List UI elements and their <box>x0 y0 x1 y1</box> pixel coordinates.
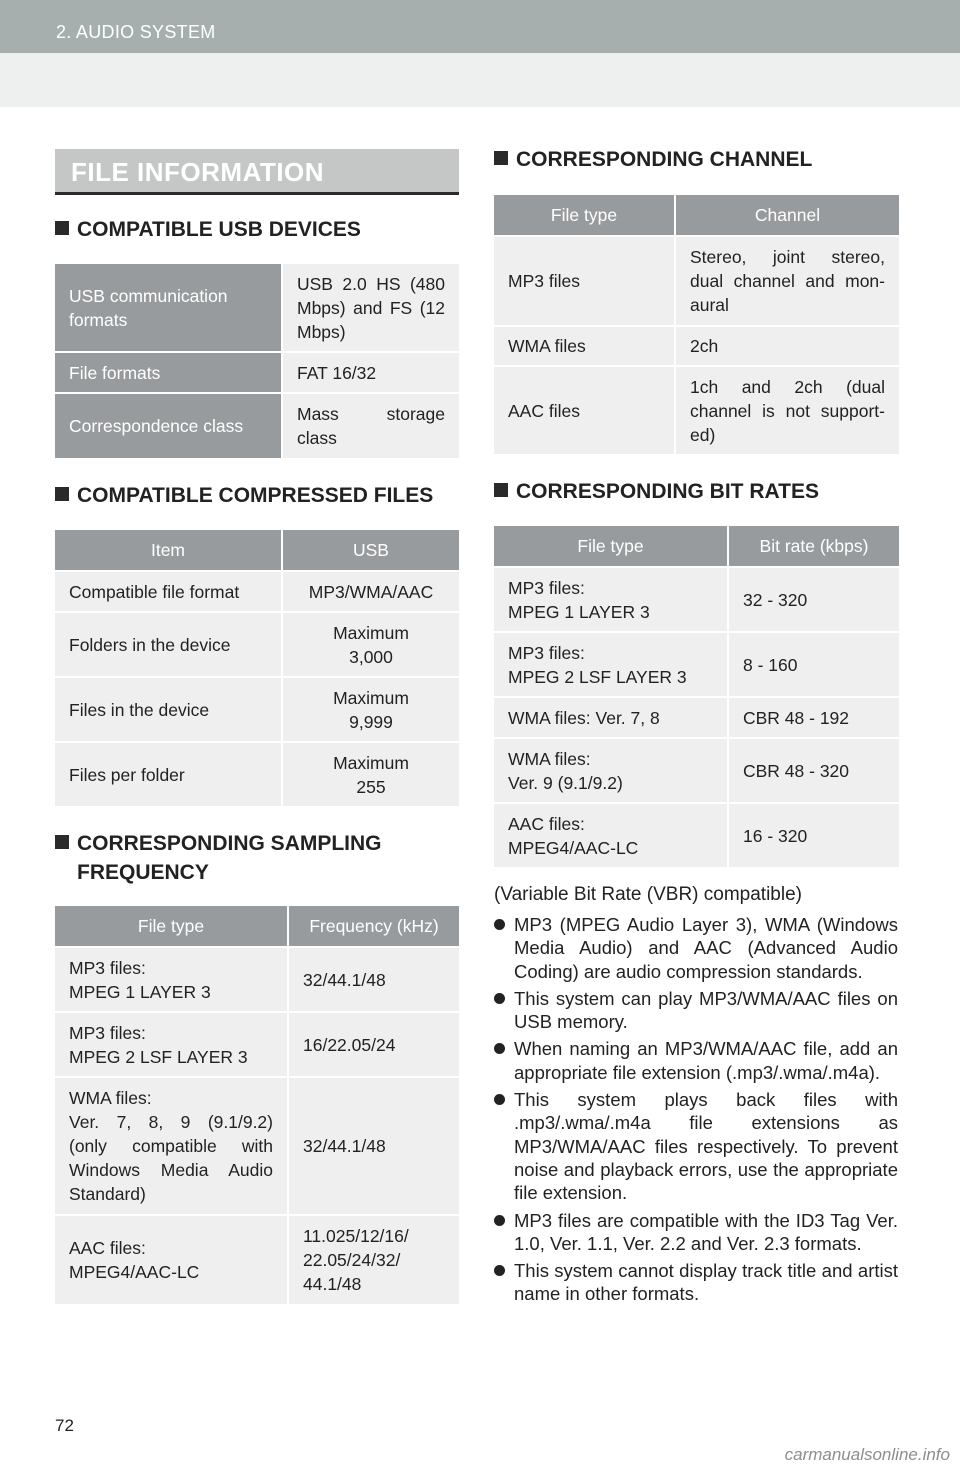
list-item: This system plays back files with .mp3/.wma/.m4a file extensions as MP3/WMA/AAC files respectively. To prevent noise and playback errors, use the appropriate file extension. <box>494 1088 898 1204</box>
list-item: This system cannot display track title and artist name in other formats. <box>494 1259 898 1306</box>
sampling-frequency-table <box>55 904 459 1306</box>
table-row <box>55 743 459 806</box>
bullet-dot-icon <box>494 1094 505 1105</box>
column-header: Channel <box>674 195 899 235</box>
watermark: carmanualsonline.info <box>784 1445 950 1464</box>
table-cell: Compatible file format <box>55 572 281 611</box>
table-cell: FAT 16/32 <box>281 353 459 392</box>
table-cell: Maximum 255 <box>281 743 459 806</box>
chapter-title: 2. AUDIO SYSTEM <box>56 22 216 42</box>
table-row <box>55 394 459 458</box>
bullet-dot-icon <box>494 1265 505 1276</box>
column-header: Item <box>55 530 281 570</box>
table-row <box>55 1013 459 1076</box>
square-bullet-icon <box>494 483 508 497</box>
table-row <box>494 237 899 325</box>
table-row <box>494 327 899 365</box>
table-header-row <box>494 195 899 235</box>
column-header: File type <box>55 906 287 946</box>
table-cell: 1ch and 2ch (dual channel is not support- ed) <box>674 367 899 454</box>
header-bar <box>0 0 960 53</box>
table-cell: 16 - 320 <box>727 804 899 867</box>
table-cell: 16/22.05/24 <box>287 1013 459 1076</box>
heading-bit-rates: CORRESPONDING BIT RATES <box>494 477 819 506</box>
table-cell: MP3 files <box>494 237 674 325</box>
table-header-row <box>55 906 459 946</box>
column-header: File type <box>494 526 727 566</box>
table-cell: AAC files: MPEG4/AAC-LC <box>55 1216 287 1304</box>
table-row <box>494 698 899 737</box>
table-cell: MP3 files: MPEG 1 LAYER 3 <box>55 948 287 1011</box>
page-number: 72 <box>55 1416 74 1435</box>
bullet-dot-icon <box>494 1215 505 1226</box>
table-cell: MP3 files: MPEG 1 LAYER 3 <box>494 568 727 631</box>
table-row <box>494 739 899 802</box>
heading-compressed-files: COMPATIBLE COMPRESSED FILES <box>55 481 433 510</box>
bit-rates-table <box>494 524 899 869</box>
table-cell: Maximum 3,000 <box>281 613 459 676</box>
table-cell: CBR 48 - 320 <box>727 739 899 802</box>
table-header-row <box>55 530 459 570</box>
table-cell: 2ch <box>674 327 899 365</box>
table-cell: MP3 files: MPEG 2 LSF LAYER 3 <box>494 633 727 696</box>
table-cell: 32/44.1/48 <box>287 948 459 1011</box>
notes-list <box>494 913 898 1310</box>
table-cell: Mass storage class <box>281 394 459 458</box>
column-header: Frequency (kHz) <box>287 906 459 946</box>
table-cell: WMA files: Ver. 7, 8 <box>494 698 727 737</box>
table-cell: WMA files <box>494 327 674 365</box>
bullet-dot-icon <box>494 993 505 1004</box>
section-title <box>55 149 459 195</box>
table-row <box>494 367 899 454</box>
table-row <box>55 353 459 392</box>
square-bullet-icon <box>55 487 69 501</box>
table-cell: WMA files: Ver. 9 (9.1/9.2) <box>494 739 727 802</box>
table-cell: 32 - 320 <box>727 568 899 631</box>
table-header-row <box>494 526 899 566</box>
column-header: USB <box>281 530 459 570</box>
table-row <box>55 572 459 611</box>
table-cell: MP3/WMA/AAC <box>281 572 459 611</box>
bullet-dot-icon <box>494 1043 505 1054</box>
section-title-text: FILE INFORMATION <box>71 157 325 187</box>
list-item: MP3 files are compatible with the ID3 Tag Ver. 1.0, Ver. 1.1, Ver. 2.2 and Ver. 2.3 formats. <box>494 1209 898 1256</box>
table-cell: MP3 files: MPEG 2 LSF LAYER 3 <box>55 1013 287 1076</box>
table-cell: USB communication formats <box>55 264 281 351</box>
column-header: Bit rate (kbps) <box>727 526 899 566</box>
bullet-dot-icon <box>494 919 505 930</box>
table-cell: 11.025/12/16/ 22.05/24/32/ 44.1/48 <box>287 1216 459 1304</box>
vbr-note: (Variable Bit Rate (VBR) compatible) <box>494 884 802 905</box>
table-cell: Folders in the device <box>55 613 281 676</box>
square-bullet-icon <box>55 835 69 849</box>
table-row <box>55 613 459 676</box>
table-row <box>494 568 899 631</box>
heading-channel: CORRESPONDING CHANNEL <box>494 145 812 174</box>
square-bullet-icon <box>494 151 508 165</box>
table-cell: Stereo, joint stereo, dual channel and mon- aural <box>674 237 899 325</box>
compressed-files-table <box>55 528 459 808</box>
table-cell: Correspondence class <box>55 394 281 458</box>
table-cell: 32/44.1/48 <box>287 1078 459 1214</box>
table-cell: USB 2.0 HS (480 Mbps) and FS (12 Mbps) <box>281 264 459 351</box>
table-cell: CBR 48 - 192 <box>727 698 899 737</box>
table-cell: Maximum 9,999 <box>281 678 459 741</box>
table-cell: Files per folder <box>55 743 281 806</box>
table-cell: File formats <box>55 353 281 392</box>
usb-devices-table <box>55 262 459 460</box>
list-item: This system can play MP3/WMA/AAC files on USB memory. <box>494 987 898 1034</box>
table-row <box>494 804 899 867</box>
channel-table <box>494 193 899 456</box>
table-cell: AAC files <box>494 367 674 454</box>
table-row <box>494 633 899 696</box>
table-row <box>55 948 459 1011</box>
heading-usb-devices: COMPATIBLE USB DEVICES <box>55 215 361 244</box>
table-row <box>55 678 459 741</box>
column-header: File type <box>494 195 674 235</box>
table-cell: AAC files: MPEG4/AAC-LC <box>494 804 727 867</box>
square-bullet-icon <box>55 221 69 235</box>
heading-sampling-frequency: CORRESPONDING SAMPLING FREQUENCY <box>55 829 382 887</box>
table-row <box>55 264 459 351</box>
table-cell: Files in the device <box>55 678 281 741</box>
table-row <box>55 1078 459 1214</box>
list-item: When naming an MP3/WMA/AAC file, add an appropriate file extension (.mp3/.wma/.m4a). <box>494 1037 898 1084</box>
table-cell: 8 - 160 <box>727 633 899 696</box>
table-row <box>55 1216 459 1304</box>
table-cell: WMA files: Ver. 7, 8, 9 (9.1/9.2) (only compatible with Windows Media Audio Standard) <box>55 1078 287 1214</box>
list-item: MP3 (MPEG Audio Layer 3), WMA (Windows Media Audio) and AAC (Advanced Audio Coding) are audio compression standards. <box>494 913 898 983</box>
header-subband <box>0 53 960 107</box>
